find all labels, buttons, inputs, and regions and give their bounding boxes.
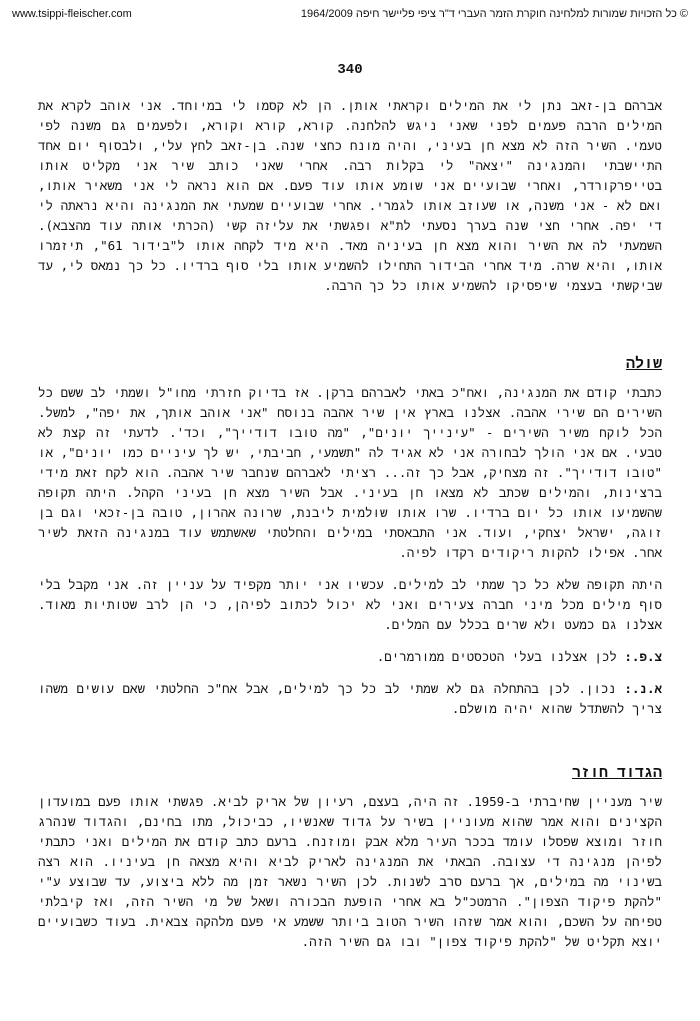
copyright-notice: © כל הזכויות שמורות למלחינה חוקרת הזמר העברי ד"ר ציפי פליישר חיפה 1964/2009 (300, 8, 688, 20)
qa-speaker: א.נ.: (624, 681, 663, 696)
section-title-shula: שולה (625, 356, 662, 373)
qa-text: לכן אצלנו בעלי הטכסטים ממורמרים. (376, 649, 617, 664)
shula-paragraph-1: כתבתי קודם את המנגינה, ואח"כ באתי לאברהם ברקן. אז בדיוק חזרתי מחו"ל ושמתי לב ששם כל השירים הם שירי אהבה. אצלנו בארץ אין שיר אהבה בנוסח "אני אוהב אותך, את יפה", למשל. הכל לוקח משיר השירים - "עינייך יונים", "מה טובו דודייך", וכד'. לדעתי זה קצת לא טבעי. אם אני הולך לבחורה אני לא אגיד לה "תשמעי, חביבתי, יש לך עיניים כמו יונים", או "טובו דודייך". זה מצחיק, אבל כך זה... רציתי לאברהם שנחבר שיר אהבה. הוא לקח זאת מידי ברצינות, והמילים שכתב לא מצאו חן בעיני. אבל השיר מצא חן בעיני הקהל. היתה תקופה שהשמיעו אותו כל יום ברדיו. שרו אותו שולמית ליבנת, שרונה אהרון, טובה בן-זכאי וגם בן זוגה, ישראל יצחקי, ועוד. אני התבאסתי במילים והחלטתי שאשתמש עוד במנגינה הזאת לשיר אחר. אפילו להקות ריקודים רקדו לפיה. (38, 385, 662, 560)
gdud-paragraph: שיר מעניין שחיברתי ב-1959. זה היה, בעצם, רעיון של אריק לביא. פגשתי אותו פעם במועדון הקצינים והוא אמר שהוא מעוניין בשיר על גדוד שאנשיו, כביכול, מתו בחינם, והגדוד שנהרג חוזר ומוצא שפסלו עומד בככר העיר מלא אבק ומוזנח. ברעם כתב קודם את המילים ואני כתבתי לפיהן מנגינה די עצובה. הבאתי את המנגינה לאריק לביא והיא מצאה חן בעיניו. הוא רצה בשינוי מה במילים, אך ברעם סרב לשנות. לכן השיר נשאר זמן מה ללא ביצוע, עד שבוצע ע"י "להקת פיקוד הצפון". הרמטכ"ל בא אחרי הופעת הבכורה ושאל של מי השיר הזה, ואז קיבלתי טפיחה על השכם, והוא אמר שזהו השיר הטוב ביותר ששמע אי פעם מלהקה צבאית. בעוד כשבועיים יוצא תקליט של "להקת פיקוד צפון" ובו גם השיר הזה. (38, 794, 663, 949)
site-url[interactable]: www.tsippi-fleischer.com (12, 8, 132, 20)
section-title-gdud: הגדוד חוזר (571, 765, 662, 782)
qa-item (38, 679, 662, 719)
qa-speaker: צ.פ.: (624, 649, 662, 664)
qa-text: נכון. לכן בהתחלה גם לא שמתי לב כל כך למילים, אבל אח"כ החלטתי שאם עושים משהו צריך להשתדל שהוא יהיה מושלם. (38, 681, 662, 716)
shula-paragraph-2: היתה תקופה שלא כל כך שמתי לב למילים. עכשיו אני יותר מקפיד על עניין זה. אני מקבל בלי סוף מילים מכל מיני חברה צעירים ואני לא יכול לכתוב לפיהן, כי הן לרב שטותיות מאוד. אצלנו גם כמעט ולא שרים בכלל עם המלים. (38, 577, 662, 632)
qa-item (38, 647, 662, 667)
document-body (38, 96, 662, 964)
page-number: 340 (337, 62, 363, 78)
intro-paragraph: אברהם בן-זאב נתן לי את המילים וקראתי אותן. הן לא קסמו לי במיוחד. אני אוהב לקרא את המילים הרבה פעמים לפני שאני ניגש להלחנה. קורא, קורא וקורא, ולפעמים גם משנה לפי טעמי. השיר הזה לא מצא חן בעיני, והיה מונח כחצי שנה. בן-זאב לחץ עלי, ולבסוף יום אחד התיישבתי והמנגינה "יצאה" לי בקלות רבה. אחרי שאני כותב שיר אני מקליט אותו בטייפרקורדר, ואחרי שבועיים אני שומע אותו עוד פעם. אם הוא נראה לי אני משאיר אותו, ואם לא - אני משנה, או שעוזב אותו לגמרי. אחרי שבועיים שמעתי את המנגינה והיא נראתה לי די יפה. אחרי חצי שנה בערך נסעתי לת"א ופגשתי את עליזה קשי (הכרתי אותה עוד מהצבא). השמעתי לה את השיר והוא מצא חן בעיניה מאד. היא מיד לקחה אותו ל"בידור 61", תיזמרו אותו, והיא שרה. מיד אחרי הבידור התחילו להשמיע אותו בלי סוף ברדיו. כל כך נמאס לי, עד שביקשתי בעצמי שיפסיקו להשמיע אותו כל כך הרבה. (38, 98, 662, 293)
